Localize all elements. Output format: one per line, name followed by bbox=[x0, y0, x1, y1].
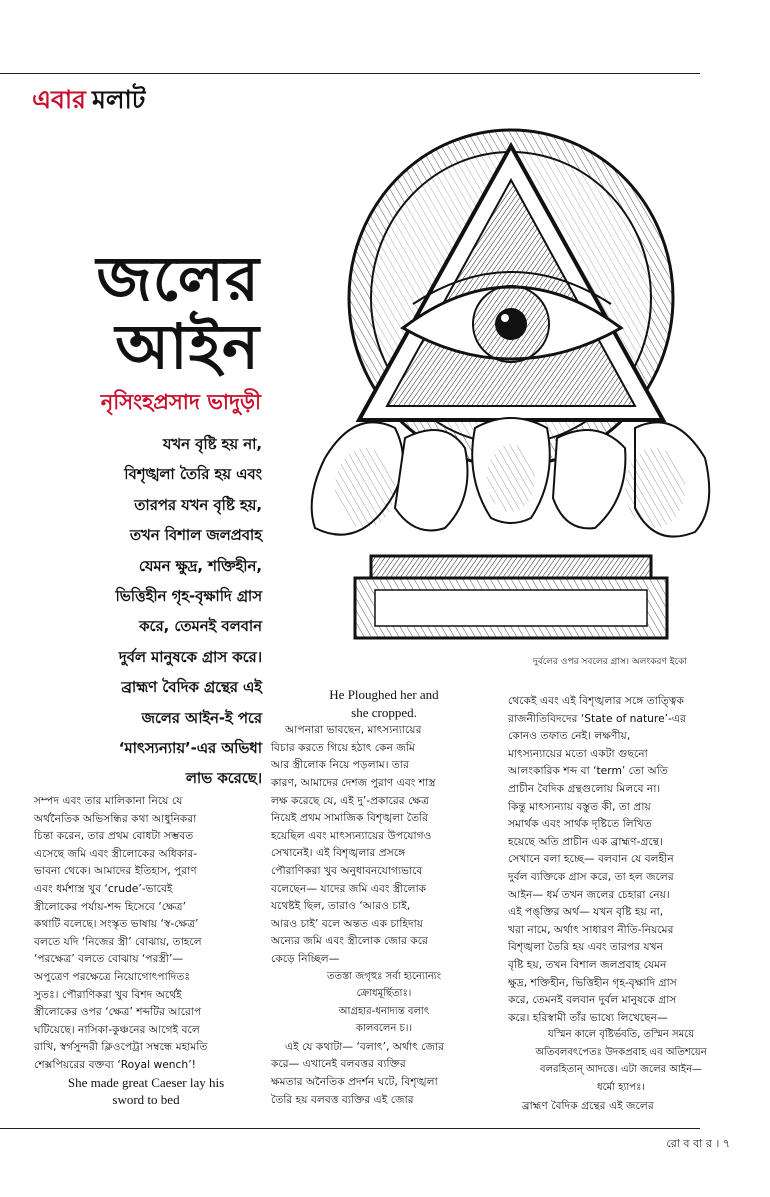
text-line: হয়েছে অতি প্রাচীন এক ব্রাহ্মণ-গ্রন্থে। bbox=[508, 834, 663, 848]
pull-quote-line: ভিত্তিহীন গৃহ-বৃক্ষাদি গ্রাস bbox=[115, 588, 262, 606]
text-line: কিন্তু মাৎস্যন্যায় বস্তুত কী, তা প্রায় bbox=[508, 799, 651, 813]
text-line: বৃষ্টি হয়, তখন বিশাল জলপ্রবাহ যেমন bbox=[508, 957, 667, 971]
pull-quote-line: ‘মাৎস্যন্যায়’-এর অভিধা bbox=[118, 740, 262, 758]
text-line: রাজনীতিবিদদের ‘State of nature’-এর bbox=[508, 711, 686, 725]
english-quote-line: she cropped. bbox=[351, 704, 417, 720]
text-line: বলেছেন— যাদের জমি এবং স্ত্রীলোক bbox=[271, 881, 427, 895]
text-line: রাখি, স্বর্গসুন্দরী ক্লিওপেট্রা সম্বন্ধে মহামতি bbox=[34, 1040, 208, 1054]
verse-line: আগ্রহার-ধনাদ্যন্ত বলাৎ bbox=[338, 1005, 430, 1017]
text-line: ব্রাহ্মণ বৈদিক গ্রন্থের এই জলের bbox=[522, 1098, 654, 1112]
text-line: স্ত্রীলোকের পর্যায়-শব্দ হিসেবে ‘ক্ষেত্র’ bbox=[34, 899, 187, 913]
pull-quote-line: ব্রাহ্মণ বৈদিক গ্রন্থের এই bbox=[121, 679, 262, 697]
text-line: সেখানেই। এই বিশৃঙ্খলার প্রসঙ্গে bbox=[271, 846, 406, 860]
pull-quote-line: যখন বৃষ্টি হয় না, bbox=[162, 436, 262, 453]
text-line: সুতঃ। পৌরাণিকরা খুব বিশদ অর্থেই bbox=[34, 987, 182, 1001]
text-line: নিয়েই প্রথম সামাজিক বিশৃঙ্খলা তৈরি bbox=[271, 811, 429, 825]
body-column-3 bbox=[508, 692, 734, 1114]
text-line: আইন— ধর্ম তখন জলের চেহারা নেয়। bbox=[508, 887, 670, 901]
text-line: আপনারা ভাবছেন, মাৎস্যন্যায়ের bbox=[285, 723, 422, 737]
page-folio: রো ব বা র । ৭ bbox=[666, 1137, 730, 1150]
text-line: করে, তেমনই বলবান দুর্বল মানুষকে গ্রাস bbox=[508, 993, 677, 1007]
pull-quote-line: জলের আইন-ই পরে bbox=[141, 709, 262, 727]
text-line: সম্পদ এবং তার মালিকানা নিয়ে যে bbox=[34, 794, 183, 807]
text-line: শেক্সপিয়রের বক্তব্য ‘Royal wench’! bbox=[34, 1057, 196, 1071]
text-line: বিশৃঙ্খলা তৈরি হয় এবং তারপর যখন bbox=[508, 940, 663, 954]
verse-line: বলরহিতান্‌ আদত্তে। এটা জলের আইন— bbox=[539, 1064, 703, 1076]
text-line: বলতে যদি ‘নিজের স্ত্রী’ বোঝায়, তাহলে bbox=[34, 934, 202, 948]
text-line: এসেছে জমি এবং স্ত্রীলোকের অধিকার- bbox=[34, 846, 198, 860]
text-line: কোনও তফাত নেই। লক্ষণীয়, bbox=[508, 729, 631, 743]
pull-quote-line: লাভ করেছে। bbox=[185, 770, 262, 788]
text-line: খরা নামে, অর্থাৎ সাধারণ নীতি-নিয়মের bbox=[508, 922, 674, 936]
text-line: কারণ, আমাদের দেশজ পুরাণ এবং শাস্ত্র bbox=[271, 775, 436, 789]
english-quote-line: sword to bed bbox=[112, 1092, 180, 1108]
eye-pyramid-illustration bbox=[285, 128, 737, 646]
pull-quote-line: তারপর যখন বৃষ্টি হয়, bbox=[134, 496, 262, 514]
text-line: অর্থনৈতিক অভিসন্ধির কথা আধুনিকরা bbox=[34, 811, 197, 825]
section-heading-red: এবার bbox=[32, 85, 86, 114]
article-title-line-1: জলের bbox=[96, 242, 260, 315]
text-line: অপুত্রেণ পরক্ষেত্রে নিয়োগোৎপাদিতঃ bbox=[34, 969, 191, 983]
verse-line: যস্মিন কালে বৃষ্টির্ভবতি, তস্মিন সময়ে bbox=[547, 1029, 695, 1041]
pull-quote-line: দুর্বল মানুষকে গ্রাস করে। bbox=[118, 648, 262, 666]
text-line: সমার্থক এবং সার্থক দৃষ্টিতে লিখিত bbox=[508, 817, 652, 831]
text-line: ক্ষুদ্র, শক্তিহীন, ভিত্তিহীন গৃহ-বৃক্ষাদি গ্রাস bbox=[508, 975, 677, 989]
pull-quote-line: যেমন ক্ষুদ্র, শক্তিহীন, bbox=[138, 557, 262, 575]
text-line: করে— এখানেই বলবত্তর ব্যক্তির bbox=[271, 1057, 406, 1071]
text-line: প্রাচীন বৈদিক গ্রন্থগুলোয় মিলবে না। bbox=[508, 781, 661, 795]
text-line: করে। হরিস্বামী তাঁর ভাষ্যে লিখেছেন— bbox=[508, 1010, 668, 1024]
verse-line: ততস্তা জগৃহুঃ সর্বা হ্যন্যোন্যং bbox=[326, 970, 442, 982]
text-line: চিন্তা করেন, তার প্রথম বোধটা সম্ভবত bbox=[34, 829, 194, 843]
article-title-line-2: আইন bbox=[115, 310, 260, 383]
text-line: এবং ধর্মশাস্ত্র খুব ‘crude’-ভাবেই bbox=[34, 881, 173, 895]
text-line: তৈরি হয় বলবত্ত ব্যক্তির এই জোর bbox=[271, 1092, 414, 1106]
pull-quote-line: বিশৃঙ্খলা তৈরি হয় এবং bbox=[124, 466, 262, 484]
text-line: আলংকারিক শব্দ বা ‘term’ তো অতি bbox=[508, 764, 668, 778]
text-line: ক্ষমতার অনৈতিক প্রদর্শন ঘটে, বিশৃঙ্খলা bbox=[271, 1075, 438, 1089]
pull-quote-line: করে, তেমনই বলবান bbox=[139, 618, 262, 636]
text-line: আরও চাই’ বলে অন্তত এক চাহিদায় bbox=[271, 916, 424, 930]
text-line: অন্যের জমি এবং স্ত্রীলোক জোর করে bbox=[271, 934, 428, 948]
section-heading bbox=[32, 80, 145, 123]
english-quote-line: He Ploughed her and bbox=[329, 687, 439, 702]
pull-quote bbox=[48, 430, 262, 795]
bottom-rule bbox=[0, 1128, 700, 1129]
verse-line: অতিবলবৎপেতঃ উদকপ্রবাহ এব অতিশয়েন bbox=[535, 1046, 707, 1058]
verse-line: ক্রোধমূর্ছিতাঃ। bbox=[356, 988, 412, 1000]
body-column-1 bbox=[34, 792, 258, 1109]
text-line: যথেষ্টই ছিল, তারাও ‘আরও চাই, bbox=[271, 899, 411, 913]
text-line: লক্ষ করেছে যে, এই দু’-প্রকারের ক্ষেত্র bbox=[271, 793, 429, 807]
english-quote-line: She made great Caeser lay his bbox=[67, 1074, 225, 1090]
author-byline: নৃসিংহপ্রসাদ ভাদুড়ী bbox=[100, 390, 261, 414]
text-line: ‘পরক্ষেত্র’ বলতে বোঝায় ‘পরস্ত্রী’— bbox=[34, 952, 184, 966]
body-column-2 bbox=[271, 686, 497, 1108]
text-line: মাৎস্যন্যায়ের মতো একটা গুছনো bbox=[508, 746, 648, 760]
verse-line: ধর্মো হ্যাপঃ। bbox=[596, 1082, 645, 1094]
text-line: বিচার করতে গিয়ে হঠাৎ কেন জমি bbox=[271, 740, 415, 754]
text-line: পৌরাণিকরা খুব অনুধাবনযোগ্যভাবে bbox=[271, 863, 423, 877]
verse-line: কালবলেন চ।। bbox=[355, 1023, 413, 1035]
text-line: ঘটিয়েছে। নাসিকা-কুঞ্চনের আগেই বলে bbox=[34, 1022, 200, 1036]
top-rule bbox=[0, 73, 700, 74]
text-line: কেড়ে নিচ্ছিল— bbox=[271, 951, 340, 965]
text-line: সেখানে বলা হচ্ছে— বলবান যে বলহীন bbox=[508, 852, 674, 866]
text-line: স্ত্রীলোকের ওপর ‘ক্ষেত্র’ শব্দটির আরোপ bbox=[34, 1005, 202, 1019]
text-line: হয়েছিল এবং মাৎস্যন্যায়ের উপযোগও bbox=[271, 828, 432, 842]
pull-quote-line: তখন বিশাল জলপ্রবাহ bbox=[129, 527, 262, 545]
text-line: থেকেই এবং এই বিশৃঙ্খলার সঙ্গে তাত্ত্বিক bbox=[508, 694, 684, 707]
text-line: আর স্ত্রীলোক নিয়ে পড়লাম। তার bbox=[271, 758, 409, 772]
section-heading-black: মলাট bbox=[91, 85, 146, 114]
illustration-caption: দুর্বলের ওপর সবলের গ্রাস। অলংকরণ ইকো bbox=[533, 657, 688, 667]
text-line: কথাটি বলেছে। সংস্কৃত ভাষায় ‘স্ব-ক্ষেত্র’ bbox=[34, 917, 199, 931]
text-line: এই পঙ্‌ক্তির অর্থ— যখন বৃষ্টি হয় না, bbox=[508, 905, 664, 919]
text-line: এই যে কথাটা— ‘বলাৎ’, অর্থাৎ জোর bbox=[285, 1039, 445, 1053]
text-line: ভাবনা থেকে। আমাদের ইতিহাস, পুরাণ bbox=[34, 864, 197, 878]
text-line: দুর্বল ব্যক্তিকে গ্রাস করে, তা হল জলের bbox=[508, 869, 674, 883]
